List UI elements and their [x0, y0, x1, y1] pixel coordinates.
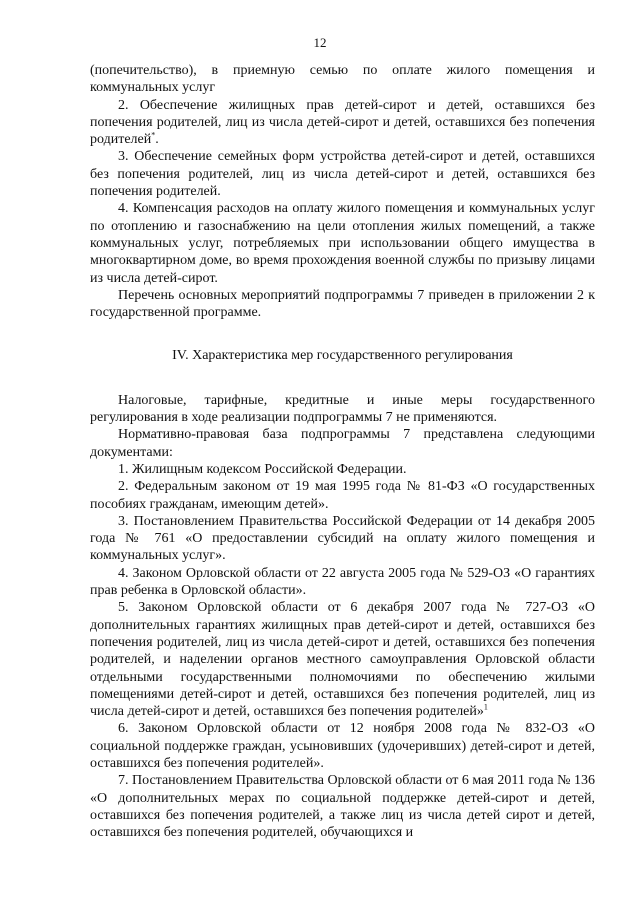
- paragraph-tail: .: [155, 132, 159, 148]
- paragraph: [90, 599, 595, 720]
- paragraph: [90, 426, 595, 461]
- paragraph-text: 3. Обеспечение семейных форм устройства детей-сирот и детей, оставшихся без попечения родителей, лиц из числа детей-сирот и детей, оставшихся без попечения родителей.: [90, 149, 595, 200]
- paragraphs-before: [90, 62, 595, 321]
- paragraph: [90, 513, 595, 565]
- paragraph: [90, 200, 595, 286]
- paragraph: [90, 392, 595, 427]
- paragraph-text: 1. Жилищным кодексом Российской Федерации.: [118, 461, 407, 477]
- paragraphs-after: [90, 392, 595, 842]
- page-number: 12: [313, 35, 327, 50]
- footnote-marker: 1: [483, 702, 488, 712]
- paragraph-text: 2. Обеспечение жилищных прав детей-сирот и детей, оставшихся без попечения родителей, лиц из числа детей-сирот и детей, оставшихся без попечения родителей: [90, 97, 595, 148]
- paragraph: [90, 478, 595, 513]
- paragraph-text: 3. Постановлением Правительства Российской Федерации от 14 декабря 2005 года № 761 «О предоставлении субсидий на оплату жилого помещения и коммунальных услуг».: [90, 513, 595, 564]
- paragraph-text: Перечень основных мероприятий подпрограммы 7 приведен в приложении 2 к государственной программе.: [90, 287, 595, 321]
- paragraph-text: 5. Законом Орловской области от 6 декабря 2007 года № 727-ОЗ «О дополнительных гарантиях жилищных прав детей-сирот и детей, оставшихся без попечения родителей, лиц из числа детей-сирот и детей, оставшихся без попечения родителей, и наделении органов местного самоуправления Орловской области отдельными государственными полномочиями по обеспечению жилыми помещениями детей-сирот и детей, оставшихся без попечения родителей, лиц из числа детей-сирот и детей, оставшихся без попечения родителей»: [90, 600, 595, 720]
- paragraph-text: 7. Постановлением Правительства Орловской области от 6 мая 2011 года № 136 «О дополнительных мерах по социальной поддержке детей-сирот и детей, оставшихся без попечения родителей, а также лиц из числа детей сирот и детей, оставшихся без попечения родителей, обучающихся и: [90, 773, 596, 841]
- paragraph: [90, 565, 595, 600]
- paragraph-text: (попечительство), в приемную семью по оплате жилого помещения и коммунальных услуг: [90, 63, 595, 96]
- paragraph: [90, 62, 595, 97]
- paragraph: [90, 772, 595, 841]
- paragraph-text: 6. Законом Орловской области от 12 ноября 2008 года № 832-ОЗ «О социальной поддержке граждан, усыновивших (удочеривших) детей-сирот и детей, оставшихся без попечения родителей».: [90, 721, 595, 771]
- paragraph: [90, 287, 595, 322]
- footnote-marker: *: [151, 130, 156, 140]
- document-body: [90, 62, 595, 841]
- section-heading: IV. Характеристика мер государственного регулирования: [172, 348, 513, 364]
- paragraph-text: 2. Федеральным законом от 19 мая 1995 года № 81-ФЗ «О государственных пособиях гражданам, имеющим детей».: [90, 479, 595, 512]
- paragraph: [90, 148, 595, 200]
- paragraph-text: 4. Законом Орловской области от 22 августа 2005 года № 529-ОЗ «О гарантиях прав ребенка в Орловской области».: [90, 565, 595, 599]
- paragraph: [90, 720, 595, 772]
- paragraph-text: 4. Компенсация расходов на оплату жилого помещения и коммунальных услуг по отоплению и газоснабжению на цели отопления жилых помещений, а также коммунальных услуг, потребляемых при использовании общего имущества в многоквартирном доме, во время прохождения военной службы по призыву лицами из числа детей-сирот.: [90, 201, 595, 286]
- paragraph-text: Налоговые, тарифные, кредитные и иные меры государственного регулирования в ходе реализации подпрограммы 7 не применяются.: [90, 392, 595, 426]
- paragraph-text: Нормативно-правовая база подпрограммы 7 представлена следующими документами:: [90, 427, 595, 460]
- paragraph: [90, 97, 595, 149]
- paragraph: [90, 461, 595, 478]
